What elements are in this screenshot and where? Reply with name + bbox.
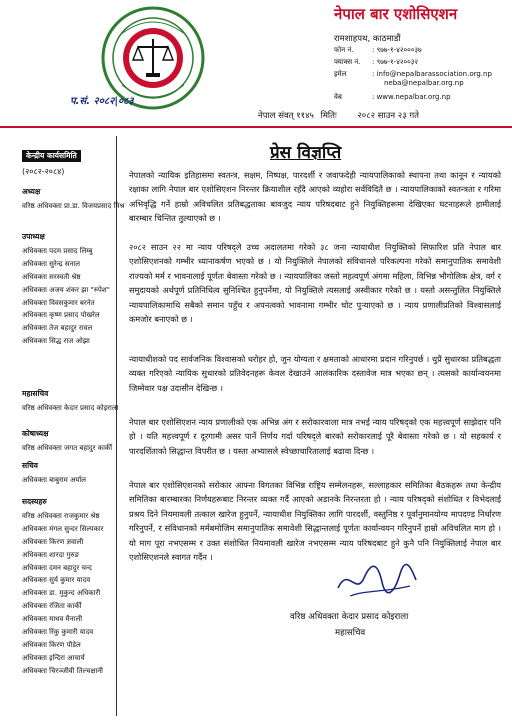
org-name: नेपाल बार एशोसिएशन <box>334 5 458 23</box>
contact-email <box>334 70 492 87</box>
contact-value[interactable]: : info@nepalbarassociation.org.np <box>372 70 492 78</box>
contact-phone <box>334 46 422 55</box>
committee-role: सदस्यहरु <box>22 497 47 506</box>
contact-label: इमेल <box>334 70 347 78</box>
committee-section <box>22 428 112 455</box>
press-release-title: प्रेस विज्ञप्ति <box>270 143 342 163</box>
reference-number: प.सं. २०८२|०८३ <box>70 96 134 107</box>
committee-member: अधिवक्ता किरण ज्ञवाली <box>22 537 84 546</box>
committee-role: महासचिव <box>22 389 49 398</box>
committee-member: अधिवक्ता तेज बहादुर रावल <box>22 324 93 333</box>
contact-fax <box>334 58 418 67</box>
paragraph: न्यायाधीशको पद सार्वजनिक विश्वासको धरोहर हो, जुन योग्यता र क्षमताको आधारमा प्रदान गरिनुपर्छ । थुप्रै सुधारका प्रतिबद्धता व्यक्त गरिएको न्यायिक सुधारको प्रतिवेदनहरू केवल देखाउने आलंकारिक दस्तावेज मात्र भएका छन् । त्यसको कार्यान्वयनमा जिम्मेवार पक्ष उदासीन देखिन्छ । <box>129 354 501 393</box>
committee-member: अधिवक्ता दमन बहादुर चन्द <box>22 563 92 572</box>
committee-member: वरिष्ठ अधिवक्ता राजकुमार श्रेष्ठ <box>22 511 100 520</box>
paragraph: २०८२ साउन २२ मा न्याय परिषद्ले उच्च अदालतमा गरेको ३८ जना न्यायाधीश नियुक्तिको सिफारिश प्रति नेपाल बार एशोसिएशनको गम्भीर ध्यानाकर्षण भएको छ । यो नियुक्तिले नेपालको संविधानले परिकल्पना गरेको समानुपातिक समावेशी राज्यको मर्म र भावनालाई पूर्णतः बेवास्ता गरेको छ । न्यायपालिका जस्तो महत्वपूर्ण अंगमा महिला, विभिन्न भौगोलिक क्षेत्र, वर्ग र समुदायको अर्थपूर्ण प्रतिनिधित्व सुनिश्चित हुनुपर्नेमा, यो नियुक्तिले त्यसलाई अस्वीकार गरेको छ । यस्तो असन्तुलित नियुक्तिले न्यायपालिकामाथि सबैको समान पहुँच र अपनत्वको भावनामा गम्भीर चोट पुऱ्याएको छ । न्याय प्रणालीप्रतिको विश्वासलाई कमजोर बनाएको छ । <box>129 242 501 325</box>
committee-term: (२०८२-२०८४) <box>22 167 65 176</box>
committee-member: अधिवक्ता रिंकु कुमारी यादव <box>22 628 94 637</box>
committee-member: अधिवक्ता मंगल सुन्दर सिल्पकार <box>22 524 104 533</box>
committee-member: अधिवक्ता माधव मैनाली <box>22 615 83 624</box>
committee-member: अधिवक्ता डा. मुकुन्द अधिकारी <box>22 589 101 598</box>
committee-section <box>22 388 118 415</box>
paragraph: नेपाल बार एशोसिएशनको सरोकार आफ्ना विगतका विभिन्न राष्ट्रिय सम्मेलनहरू, सल्लाहकार समितिका बैठकहरू तथा केन्द्रीय समितिका बारम्बारका निर्णयहरूबाट निरन्तर व्यक्त गर्दै आएको अडानके निरन्तरता हो । न्याय परिषद्को संशोधित र विभेदलाई प्रश्रय दिने नियमावली तत्काल खारेज हुनुपर्ने, न्यायाधीश नियुक्तिका लागि पारदर्शी, वस्तुनिष्ठ र पूर्वानुमानयोग्य मापदण्ड निर्धारण गरिनुपर्ने, र संविधानको मर्मबमोजिम समानुपातिक समावेशी सिद्धान्तलाई पूर्णतः कार्यान्वयन गरिनुपर्ने हाम्रो अविचलित माग हो । यो माग पूरा नभएसम्म र उक्त संशोधित नियमावली खारेज नभएसम्म न्याय परिषदबाट हुने कुनै पनि नियुक्तिलाई नेपाल बार एशोसिएशनले स्वागत गर्दैन । <box>129 480 501 563</box>
org-address: रामशाहपथ, काठमाडौं <box>334 34 401 44</box>
committee-role: उपाध्यक्ष <box>22 232 45 241</box>
date-value: २०८२ साउन २३ गते <box>357 111 419 121</box>
contact-value: : ९७७-१-४२००३२ <box>372 58 419 66</box>
signer-name: वरिष्ठ अधिवक्ता केदार प्रसाद कोइराला <box>290 612 409 622</box>
contact-label: वेब <box>334 93 342 101</box>
committee-role: अध्यक्ष <box>22 187 41 196</box>
committee-member: अधिवक्ता विवसकुमार बरनेत <box>22 298 95 307</box>
committee-member: अधिवक्ता कृष्ण प्रसाद पोखरेल <box>22 311 100 320</box>
sidebar-divider <box>116 136 117 716</box>
committee-member: वरिष्ठ अधिवक्ता जगत बहादुर कार्की <box>22 443 113 452</box>
committee-member: अधिवक्ता सुर्य कुमार यादव <box>22 576 91 585</box>
committee-section <box>22 186 124 213</box>
contact-label: फोन नं. <box>334 46 354 54</box>
paragraph: नेपाल बार एशोसिएशन न्याय प्रणालीको एक अभिन्न अंग र सरोकारवाला मात्र नभई न्याय परिषद्को एक महत्त्वपूर्ण साझेदार पनि हो । यति महत्त्वपूर्ण र दूरगामी असर पार्ने निर्णय गर्दा परिषद्ले बारको सरोकारलाई पूरै बेवास्ता गरेको छ । यो सहकार्य र पारदर्शिताको सिद्धान्त विपरीत छ । यस्ता अभ्यासले स्वेच्छाचारितालाई बढावा दिन्छ । <box>129 417 501 456</box>
date-line <box>258 110 419 121</box>
committee-member: वरिष्ठ अधिवक्ता केदार प्रसाद कोइराला <box>22 403 119 412</box>
signer-designation: महासचिव <box>335 628 366 638</box>
committee-member: अधिवक्ता शारदा गुरुङ <box>22 550 79 559</box>
committee-member: वरिष्ठ अधिवक्ता प्रा.डा. विजयप्रसाद मिश्र <box>22 201 125 210</box>
committee-role: सचिव <box>22 461 38 470</box>
committee-section <box>22 496 104 678</box>
date-label: मितिः <box>320 111 337 121</box>
contact-label: फ्याक्स नं. <box>334 58 361 66</box>
committee-section <box>22 460 86 487</box>
contact-web <box>334 93 451 102</box>
contact-value[interactable]: : www.nepalbar.org.np <box>372 93 451 101</box>
committee-member: अधिवक्ता सिद्ध राज ओझा <box>22 337 90 346</box>
committee-member: अधिवक्ता अजय शंकर झा "रुपेश" <box>22 285 110 294</box>
committee-role: कोषाध्यक्ष <box>22 429 49 438</box>
committee-section <box>22 231 110 348</box>
contact-value-secondary[interactable]: neba@nepalbar.org.np <box>384 79 464 87</box>
committee-member: अधिवक्ता पदम प्रसाद लिम्बु <box>22 246 93 255</box>
committee-member: अधिवक्ता रंजिता कार्की <box>22 602 82 611</box>
paragraph: नेपालको न्यायिक इतिहासमा स्वतन्त्र, सक्षम, निष्पक्ष, पारदर्शी र जवाफदेही न्यायपालिकाको स्थापना तथा कानून र न्यायको रक्षाका लागि नेपाल बार एशोसिएशन निरन्तर क्रियाशील रहँदै आएको व्यहोरा सर्वविदितै छ । न्यायपालिकाको स्वतन्त्रता र गरिमा अभिवृद्धि गर्ने हाम्रो अविचलित प्रतिबद्धताका बावजुद न्याय परिषदबाट हुने नियुक्तिहरूमा देखिएका घटनाहरूले हामीलाई बारम्बार चिन्तित तुल्याएको छ । <box>129 170 501 224</box>
committee-label: केन्द्रीय कार्यसमिति <box>22 150 81 162</box>
committee-member: अधिवक्ता सुरेन्द्र सनाल <box>22 259 81 268</box>
committee-member: अधिवक्ता बाबुराम अर्याल <box>22 475 86 484</box>
header-divider <box>0 126 512 128</box>
committee-member: अधिवक्ता इन्दिरा आचार्य <box>22 653 85 662</box>
contact-value: : ९७७-१-४२०००३७ <box>372 46 422 54</box>
committee-member: अधिवक्ता चिरञ्जीवी तिल्चक्षानी <box>22 666 103 675</box>
nepal-samvat: नेपाल संवत् ११४५ <box>258 111 314 121</box>
committee-member: अधिवक्ता किरण पौडेल <box>22 640 81 649</box>
committee-member: अधिवक्ता सरस्वती श्रेष्ठ <box>22 272 81 281</box>
signature <box>330 556 420 606</box>
